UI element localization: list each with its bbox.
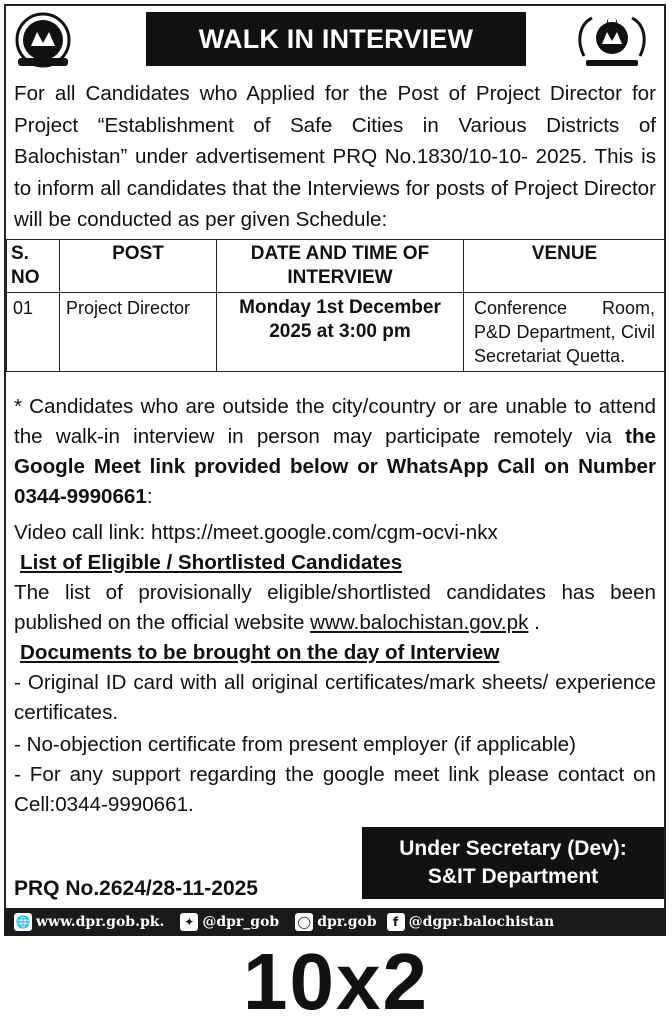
remote-tail: : — [146, 485, 153, 508]
document-item: - No-objection certificate from present employer (if applicable) — [14, 733, 576, 756]
footer-website[interactable] — [14, 913, 164, 931]
signature-department: S&IT Department — [427, 865, 599, 888]
intro-text: For all Candidates who Applied for the Post of Project Director for Project “Establishment of Safe Cities in Various Districts of Balochistan” under advertisement PRQ No.1830/10-10- 2025. This is to inform all candidates that the Interviews for posts of Project Director will be conducted as per given Schedule: — [14, 82, 656, 231]
facebook-icon: f — [387, 913, 405, 931]
schedule-table — [6, 239, 666, 372]
footer-facebook[interactable] — [387, 913, 554, 931]
eligible-text: The list of provisionally eligible/shortlisted candidates has been published on the official website — [14, 581, 656, 634]
header-post: POST — [60, 240, 217, 293]
header-venue: VENUE — [464, 240, 666, 293]
facebook-handle: @dgpr.balochistan — [408, 914, 555, 930]
video-link-line — [14, 518, 656, 548]
globe-icon: 🌐 — [15, 915, 31, 929]
cell-sno: 01 — [7, 293, 60, 372]
document-item: - For any support regarding the google meet link please contact on Cell:0344-9990661. — [14, 763, 656, 816]
eligible-heading — [14, 548, 662, 578]
documents-heading-text: Documents to be brought on the day of Interview — [20, 641, 500, 664]
cell-post: Project Director — [60, 293, 217, 372]
footer-bar — [4, 908, 666, 936]
remote-text: * Candidates who are outside the city/country or are unable to attend the walk-in interview in person may participate remotely via — [14, 395, 656, 448]
remote-bold: the Google Meet link provided below or WhatsApp Call on Number 0344-9990661 — [14, 425, 656, 508]
instagram-handle: dpr.gob — [317, 914, 377, 930]
eligible-heading-text: List of Eligible / Shortlisted Candidates — [20, 551, 403, 574]
signature-title: Under Secretary (Dev): — [399, 837, 627, 860]
safe-city-emblem — [572, 10, 652, 70]
website-link[interactable]: www.balochistan.gov.pk — [310, 611, 529, 634]
instagram-icon: ◯ — [295, 913, 313, 931]
documents-heading — [14, 638, 662, 668]
website-text: www.dpr.gob.pk. — [36, 914, 165, 930]
eligible-tail: . — [528, 611, 540, 634]
balochistan-govt-emblem — [12, 10, 74, 72]
footer-instagram[interactable] — [295, 913, 376, 931]
table-row — [7, 293, 666, 372]
prq-number: PRQ No.2624/28-11-2025 — [14, 877, 258, 900]
video-link[interactable]: Video call link: https://meet.google.com/cgm-ocvi-nkx — [14, 521, 498, 544]
document-item: - Original ID card with all original certificates/mark sheets/ experience certificates. — [14, 671, 656, 724]
signature-block — [362, 827, 664, 899]
twitter-icon: ✦ — [180, 913, 198, 931]
eligible-paragraph — [14, 578, 656, 638]
twitter-handle: @dpr_gob — [202, 914, 280, 930]
footer-twitter[interactable] — [180, 913, 279, 931]
cell-venue: Conference Room, P&D Department, Civil Secretariat Quetta. — [464, 293, 666, 372]
remote-paragraph — [14, 392, 656, 512]
header-sno: S. NO — [7, 240, 60, 293]
page-title: WALK IN INTERVIEW — [198, 23, 474, 54]
cell-date: Monday 1st December 2025 at 3:00 pm — [217, 293, 464, 372]
ad-size: 10x2 — [243, 937, 429, 1026]
header-date: DATE AND TIME OF INTERVIEW — [217, 240, 464, 293]
intro-paragraph — [14, 78, 656, 236]
title-banner — [146, 12, 526, 66]
table-header-row — [7, 240, 666, 293]
